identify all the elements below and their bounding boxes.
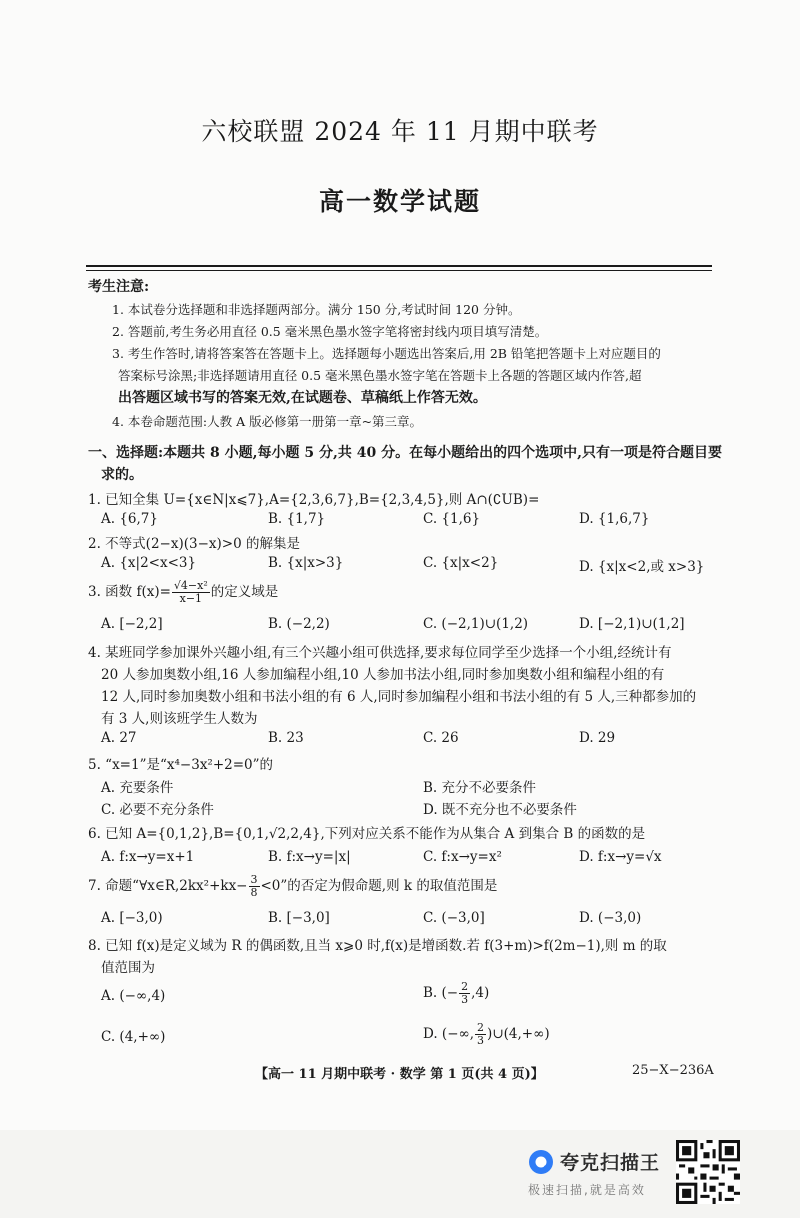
q7-fraction bbox=[249, 874, 260, 899]
scanner-watermark bbox=[528, 1148, 660, 1198]
quark-logo-icon bbox=[528, 1149, 554, 1175]
question-1-stem: 1. 已知全集 U={x∈N|x⩽7},A={2,3,6,7},B={2,3,4,5},则 A∩(∁UB)= bbox=[88, 492, 540, 508]
q8-option-a: A. (−∞,4) bbox=[101, 988, 166, 1004]
q8-b-numerator: 2 bbox=[461, 980, 469, 993]
question-8-line-2: 值范围为 bbox=[101, 960, 155, 976]
question-8-line-1: 8. 已知 f(x)是定义域为 R 的偶函数,且当 x⩾0 时,f(x)是增函数.若 f(3+m)>f(2m−1),则 m 的取 bbox=[88, 938, 667, 954]
q8-option-c: C. (4,+∞) bbox=[101, 1029, 166, 1045]
q7-denominator: 8 bbox=[250, 886, 258, 899]
question-7-stem bbox=[88, 874, 497, 899]
question-5-stem: 5. “x=1”是“x⁴−3x²+2=0”的 bbox=[88, 757, 274, 773]
question-4-line-4: 有 3 人,则该班学生人数为 bbox=[101, 711, 258, 727]
section-heading-cont: 求的。 bbox=[101, 467, 143, 483]
q3-option-a: A. [−2,2] bbox=[101, 616, 163, 632]
q6-option-a: A. f:x→y=x+1 bbox=[101, 849, 195, 865]
q1-option-b: B. {1,7} bbox=[268, 511, 326, 527]
q8-option-b bbox=[423, 981, 489, 1006]
q8-d-pre: D. (−∞, bbox=[423, 1026, 475, 1042]
question-2-stem: 2. 不等式(2−x)(3−x)>0 的解集是 bbox=[88, 536, 300, 552]
q7-stem-post: <0”的否定为假命题,则 k 的取值范围是 bbox=[260, 878, 498, 894]
divider-thick bbox=[86, 265, 712, 267]
notice-item-3a: 3. 考生作答时,请将答案答在答题卡上。选择题每小题选出答案后,用 2B 铅笔把答题卡上对应题目的 bbox=[112, 346, 661, 361]
q6-option-c: C. f:x→y=x² bbox=[423, 849, 502, 865]
q4-option-c: C. 26 bbox=[423, 730, 459, 746]
exam-title: 六校联盟 2024 年 11 月期中联考 bbox=[201, 117, 599, 146]
notice-item-4: 4. 本卷命题范围:人教 A 版必修第一册第一章~第三章。 bbox=[112, 414, 423, 429]
q5-option-b: B. 充分不必要条件 bbox=[423, 780, 537, 796]
notice-item-1: 1. 本试卷分选择题和非选择题两部分。满分 150 分,考试时间 120 分钟。 bbox=[112, 302, 521, 317]
notice-item-3b: 答案标号涂黑;非选择题请用直径 0.5 毫米黑色墨水签字笔在答题卡上各题的答题区域内作答,超 bbox=[118, 368, 642, 383]
q7-option-b: B. [−3,0] bbox=[268, 910, 330, 926]
q3-option-c: C. (−2,1)∪(1,2) bbox=[423, 616, 529, 632]
scanner-brand-name: 夸克扫描王 bbox=[560, 1152, 661, 1174]
q1-option-c: C. {1,6} bbox=[423, 511, 481, 527]
page-footer: 【高一 11 月期中联考 · 数学 第 1 页(共 4 页)】 bbox=[255, 1067, 544, 1082]
q3-numerator: √4−x² bbox=[173, 579, 208, 592]
q8-b-post: ,4) bbox=[471, 985, 490, 1001]
q7-stem-pre: 7. 命题“∀x∈R,2kx²+kx− bbox=[88, 878, 248, 894]
scanner-slogan: 极速扫描,就是高效 bbox=[528, 1183, 646, 1197]
q3-option-d: D. [−2,1)∪(1,2] bbox=[579, 616, 685, 632]
divider-thin bbox=[86, 270, 712, 271]
notice-item-2: 2. 答题前,考生务必用直径 0.5 毫米黑色墨水签字笔将密封线内项目填写清楚。 bbox=[112, 324, 548, 339]
q8-option-d bbox=[423, 1022, 550, 1047]
q4-option-b: B. 23 bbox=[268, 730, 304, 746]
q8-d-post: )∪(4,+∞) bbox=[487, 1026, 550, 1042]
question-4-line-2: 20 人参加奥数小组,16 人参加编程小组,10 人参加书法小组,同时参加奥数小组和编程小组的有 bbox=[101, 667, 665, 683]
q8-d-denominator: 3 bbox=[477, 1034, 485, 1047]
q3-stem-post: 的定义域是 bbox=[210, 584, 279, 600]
q5-option-d: D. 既不充分也不必要条件 bbox=[423, 802, 577, 818]
q4-option-d: D. 29 bbox=[579, 730, 616, 746]
q7-option-d: D. (−3,0) bbox=[579, 910, 642, 926]
q8-d-fraction bbox=[475, 1022, 486, 1047]
q1-option-a: A. {6,7} bbox=[101, 511, 158, 527]
q3-option-b: B. (−2,2) bbox=[268, 616, 330, 632]
section-heading: 一、选择题:本题共 8 小题,每小题 5 分,共 40 分。在每小题给出的四个选项中,只有一项是符合题目要 bbox=[88, 445, 722, 461]
notice-item-3c: 出答题区域书写的答案无效,在试题卷、草稿纸上作答无效。 bbox=[118, 390, 487, 406]
q8-b-denominator: 3 bbox=[461, 993, 469, 1006]
question-6-stem: 6. 已知 A={0,1,2},B={0,1,√2,2,4},下列对应关系不能作为从集合 A 到集合 B 的函数的是 bbox=[88, 826, 646, 842]
q5-option-c: C. 必要不充分条件 bbox=[101, 802, 214, 818]
q6-option-d: D. f:x→y=√x bbox=[579, 849, 662, 865]
q1-option-d: D. {1,6,7} bbox=[579, 511, 650, 527]
question-4-line-1: 4. 某班同学参加课外兴趣小组,有三个兴趣小组可供选择,要求每位同学至少选择一个小组,经统计有 bbox=[88, 645, 672, 661]
q3-denominator: x−1 bbox=[179, 592, 203, 605]
q8-d-numerator: 2 bbox=[477, 1021, 485, 1034]
q3-stem-pre: 3. 函数 f(x)= bbox=[88, 584, 171, 600]
q7-numerator: 3 bbox=[250, 873, 258, 886]
exam-subtitle: 高一数学试题 bbox=[318, 187, 481, 216]
question-4-line-3: 12 人,同时参加奥数小组和书法小组的有 6 人,同时参加编程小组和书法小组的有 5 人,三种都参加的 bbox=[101, 689, 697, 705]
q2-option-c: C. {x|x<2} bbox=[423, 555, 499, 571]
exam-code: 25−X−236A bbox=[632, 1063, 714, 1078]
q5-option-a: A. 充要条件 bbox=[101, 780, 174, 796]
q7-option-a: A. [−3,0) bbox=[101, 910, 163, 926]
q4-option-a: A. 27 bbox=[101, 730, 137, 746]
q2-option-b: B. {x|x>3} bbox=[268, 555, 344, 571]
question-3-stem bbox=[88, 580, 278, 605]
q2-option-a: A. {x|2<x<3} bbox=[101, 555, 197, 571]
q6-option-b: B. f:x→y=|x| bbox=[268, 849, 351, 865]
q8-b-fraction bbox=[459, 981, 470, 1006]
q3-fraction bbox=[172, 580, 210, 605]
qr-code-icon bbox=[676, 1140, 740, 1204]
notice-title: 考生注意: bbox=[88, 279, 150, 295]
q8-b-pre: B. (− bbox=[423, 985, 459, 1001]
q2-option-d: D. {x|x<2,或 x>3} bbox=[579, 559, 705, 575]
q7-option-c: C. (−3,0] bbox=[423, 910, 485, 926]
